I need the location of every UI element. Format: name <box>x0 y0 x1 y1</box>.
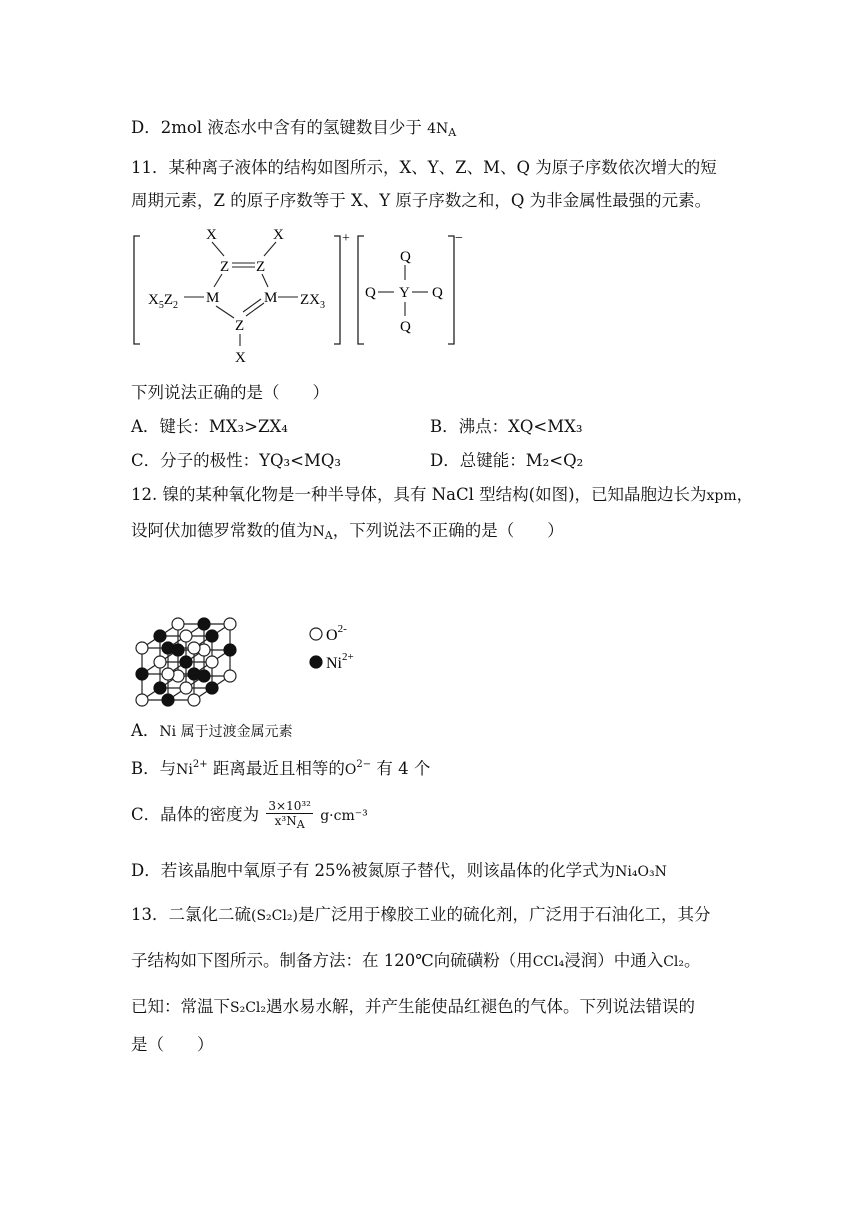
legend-o-marker <box>310 628 322 640</box>
anion-charge: − <box>455 231 463 246</box>
q11-stem-line1: 11．某种离子液体的结构如图所示，X、Y、Z、M、Q 为原子序数依次增大的短 <box>131 158 717 177</box>
anion-bracket-left <box>358 236 364 344</box>
ring-z-bottom: Z <box>235 318 245 334</box>
q12-crystal-figure <box>128 552 458 712</box>
ring-z-right: Z <box>256 259 266 275</box>
ni-ion-atom <box>188 668 200 680</box>
anion-q-top: Q <box>400 249 411 265</box>
q12-stem-line2: 设阿伏加德罗常数的值为$N_A$，下列说法不正确的是（ ） <box>131 521 564 542</box>
ring-x-top-left: X <box>206 227 217 243</box>
ni-ion-atom <box>162 642 174 654</box>
o-ion-atom <box>136 642 148 654</box>
o-ion-atom <box>188 642 200 654</box>
q12-option-c: C．晶体的密度为 $\frac{\text{3×10³²}}{\text{x³NA}}$ g·cm⁻³ <box>131 799 368 831</box>
cation-charge: + <box>342 231 350 246</box>
q12-option-a: A．Ni 属于过渡金属元素 <box>131 721 293 740</box>
q10-option-d <box>131 117 456 144</box>
o-ion-atom <box>188 694 200 706</box>
density-fraction: $\frac{\text{3×10³²}}{\text{x³NA}}$ <box>268 799 311 831</box>
ring-x-bottom: X <box>235 350 246 364</box>
o-ion-atom <box>136 694 148 706</box>
anion-y-center: Y <box>399 285 410 301</box>
ni-ion-atom <box>162 694 174 706</box>
q11-option-c: C．分子的极性：YQ₃<MQ₃ <box>131 451 342 470</box>
q13-stem-line2: 子结构如下图所示。制备方法：在 120℃向硫磺粉（用CCl₄浸润）中通入Cl₂。 <box>131 951 701 970</box>
cation-bracket-left <box>134 236 140 344</box>
ni-ion-atom <box>136 668 148 680</box>
o-ion-atom <box>172 618 184 630</box>
ni-ion-atom <box>198 618 210 630</box>
left-substituent: $X_5Z_2$ <box>148 292 179 311</box>
ni-ion-atom <box>224 644 236 656</box>
anion-q-bottom: Q <box>400 319 411 335</box>
q12-option-d: D．若该晶胞中氧原子有 25%被氮原子替代，则该晶体的化学式为Ni₄O₃N <box>131 861 667 880</box>
o-ion-atom <box>162 668 174 680</box>
right-substituent: $ZX_3$ <box>300 292 325 311</box>
q11-option-d: D．总键能：M₂<Q₂ <box>430 451 584 470</box>
ring-m-left: M <box>206 290 220 306</box>
q13-stem-line4: 是（ ） <box>131 1035 214 1054</box>
ni-ion-atom <box>180 656 192 668</box>
ring-m-right: M <box>264 290 278 306</box>
o-ion-atom <box>224 618 236 630</box>
q11-option-a: A．键长：MX₃>ZX₄ <box>131 417 288 436</box>
ni-ion-atom <box>206 682 218 694</box>
anion-bracket-right <box>448 236 454 344</box>
ni-ion-atom <box>154 682 166 694</box>
o-ion-atom <box>180 630 192 642</box>
o-ion-atom <box>180 682 192 694</box>
legend-ni-marker <box>310 656 322 668</box>
legend-ni-label: $Ni^{2+}$ <box>326 651 354 672</box>
ni-ion-atom <box>206 630 218 642</box>
q12-option-b: B．与$Ni^{2+}$ 距离最近且相等的$O^{2-}$ 有 4 个 <box>131 759 431 778</box>
anion-q-left: Q <box>365 285 376 301</box>
o-ion-atom <box>154 656 166 668</box>
q12-stem-line1: 12. 镍的某种氧化物是一种半导体，具有 NaCl 型结构(如图)，已知晶胞边长为xpm， <box>131 485 754 504</box>
q11-structure-figure <box>128 224 468 364</box>
ni-ion-atom <box>154 630 166 642</box>
o-ion-atom <box>224 670 236 682</box>
q13-stem-line1: 13．二氯化二硫(S₂Cl₂)是广泛用于橡胶工业的硫化剂，广泛用于石油化工，其分 <box>131 905 711 924</box>
q10-option-d-text: D．2mol 液态水中含有的氢键数目少于 <box>131 118 422 137</box>
o-ion-atom <box>206 656 218 668</box>
legend-o-label: $O^{2-}$ <box>326 623 347 644</box>
q13-stem-line3: 已知：常温下S₂Cl₂遇水易水解，并产生能使品红褪色的气体。下列说法错误的 <box>131 997 696 1016</box>
q11-ask: 下列说法正确的是（ ） <box>131 383 329 402</box>
q10-option-d-value: $4N_A$ <box>427 121 457 139</box>
q11-stem-line2: 周期元素，Z 的原子序数等于 X、Y 原子序数之和，Q 为非金属性最强的元素。 <box>131 191 712 210</box>
ring-z-left: Z <box>220 259 230 275</box>
q11-option-b: B．沸点：XQ<MX₃ <box>430 417 583 436</box>
anion-q-right: Q <box>432 285 443 301</box>
ring-x-top-right: X <box>273 227 284 243</box>
cation-bracket-right <box>334 236 340 344</box>
